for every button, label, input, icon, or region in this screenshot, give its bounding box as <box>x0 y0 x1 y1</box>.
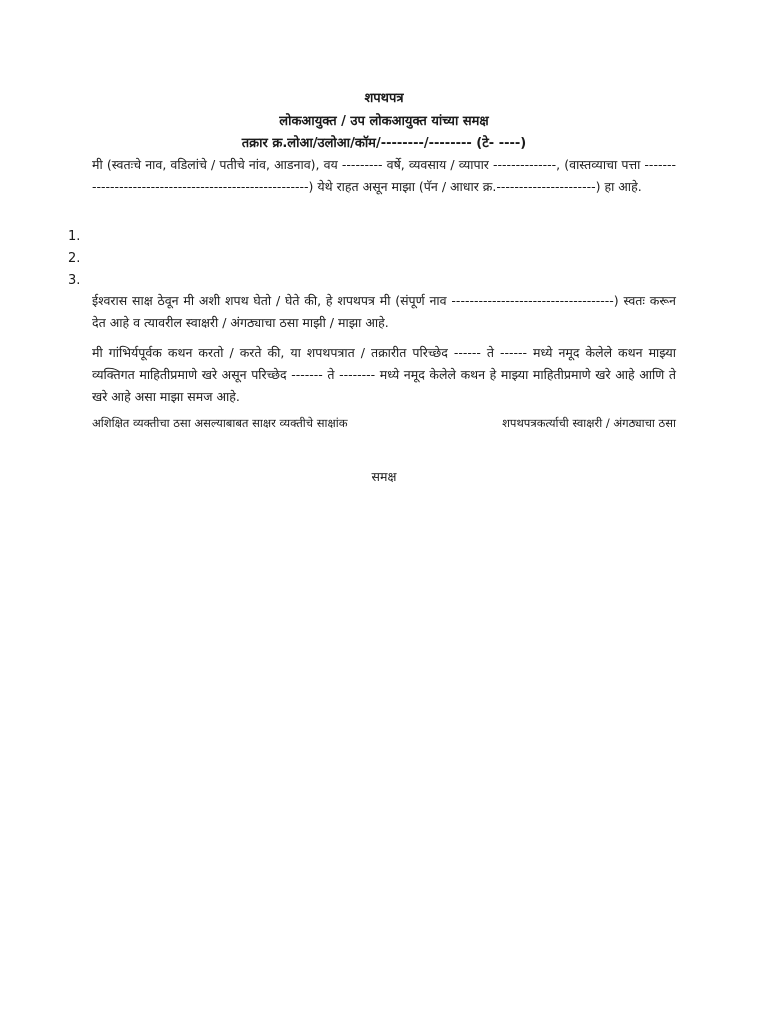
document-subtitle: लोकआयुक्त / उप लोकआयुक्त यांच्या समक्ष <box>279 114 489 129</box>
oath-paragraph: ईश्वरास साक्ष ठेवून मी अशी शपथ घेतो / घेते की, हे शपथपत्र मी (संपूर्ण नाव ------------------------------------) स्वतः करून देत आहे व त्यावरील स्वाक्षरी / अंगठ्याचा ठसा माझी / माझा आहे. <box>92 293 676 330</box>
complaint-number: तक्रार क्र.लोआ/उलोआ/कॉम/--------/-------- (टे- ----) <box>241 136 527 151</box>
list-item: 3. <box>68 273 81 288</box>
witness-attestation-label: अशिक्षित व्यक्तीचा ठसा असल्याबाबत साक्षर व्यक्तीचे साक्षांक <box>92 416 348 430</box>
signature-row <box>92 416 676 431</box>
declarant-details-paragraph: मी (स्वतःचे नाव, वडिलांचे / पतीचे नांव, आडनाव), वय --------- वर्षे, व्यवसाय / व्यापार --------------, (वास्तव्याचा पत्ता -------------------------------------------------------) येथे राहत असून माझा (पॅन / आधार क्र.----------------------) हा आहे. <box>92 157 676 194</box>
list-item: 2. <box>68 251 81 266</box>
deponent-signature-label: शपथपत्रकर्त्याची स्वाक्षरी / अंगठ्याचा ठसा <box>502 416 676 430</box>
solemn-statement-paragraph: मी गांभिर्यपूर्वक कथन करतो / करते की, या शपथपत्रात / तक्रारीत परिच्छेद ------ ते ------ मध्ये नमूद केलेले कथन माझ्या व्यक्तिगत माहितीप्रमाणे खरे असून परिच्छेद ------- ते -------- मध्ये नमूद केलेले कथन हे माझ्या माहितीप्रमाणे खरे आहे आणि ते खरे आहे असा माझा समज आहे. <box>92 345 676 404</box>
before-me-label: समक्ष <box>371 469 397 484</box>
document-title: शपथपत्र <box>364 91 404 106</box>
numbered-list <box>68 226 80 292</box>
list-item: 1. <box>68 229 81 244</box>
